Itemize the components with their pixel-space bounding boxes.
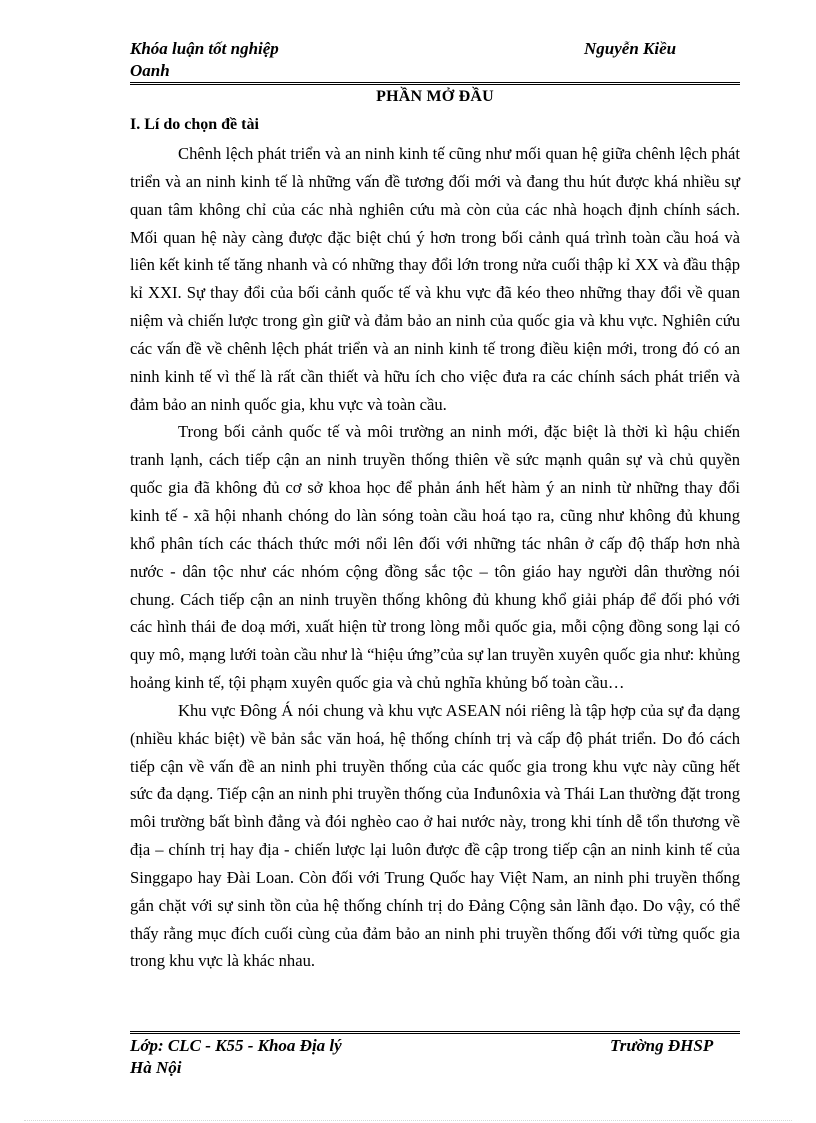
page-footer — [130, 1034, 740, 1082]
page-title: PHẦN MỞ ĐẦU — [376, 88, 494, 105]
page-header — [130, 36, 740, 82]
section-heading: I. Lí do chọn đề tài — [130, 116, 259, 133]
footer-class-label: Lớp: CLC - K55 - Khoa Địa lý — [130, 1036, 342, 1055]
footer-school-name-continued: Hà Nội — [130, 1058, 182, 1077]
header-divider — [130, 82, 740, 85]
header-thesis-label: Khóa luận tốt nghiệp — [130, 39, 279, 58]
paragraph-1: Chênh lệch phát triển và an ninh kinh tế cũng như mối quan hệ giữa chênh lệch phát triển và an ninh kinh tế là những vấn đề tương đối mới và đang thu hút được khá nhiều sự quan tâm không chỉ của các nhà nghiên cứu mà còn của các nhà hoạch định chính sách. Mối quan hệ này càng được đặc biệt chú ý hơn trong bối cảnh quá trình toàn cầu hoá và liên kết kinh tế tăng nhanh và có những thay đổi lớn trong nửa cuối thập kỉ XX và đầu thập kỉ XXI. Sự thay đổi của bối cảnh quốc tế và khu vực đã kéo theo những thay đổi về quan niệm và chiến lược trong gìn giữ và đảm bảo an ninh của quốc gia và khu vực. Nghiên cứu các vấn đề về chênh lệch phát triển và an ninh kinh tế trong điều kiện mới, trong đó có an ninh kinh tế vì thế là rất cần thiết và hữu ích cho việc đưa ra các chính sách phát triển và đảm bảo an ninh quốc gia, khu vực và toàn cầu. — [130, 144, 740, 414]
body-text — [130, 140, 740, 975]
paragraph-3: Khu vực Đông Á nói chung và khu vực ASEAN nói riêng là tập hợp của sự đa dạng (nhiều khác biệt) về bản sắc văn hoá, hệ thống chính trị và cấp độ phát triển. Do đó cách tiếp cận về vấn đề an ninh phi truyền thống của các quốc gia trong khu vực này cũng hết sức đa dạng. Tiếp cận an ninh phi truyền thống của Inđunôxia và Thái Lan thường đặt trong môi trường bất bình đẳng và đói nghèo cao ở hai nước này, trong khi tính dễ tổn thương về địa – chính trị hay địa - chiến lược lại luôn được đề cập trong tiếp cận an ninh kinh tế của Singgapo hay Đài Loan. Còn đối với Trung Quốc hay Việt Nam, an ninh phi truyền thống gắn chặt với sự sinh tồn của hệ thống chính trị do Đảng Cộng sản lãnh đạo. Do vậy, có thể thấy rằng mục đích cuối cùng của đảm bảo an ninh phi truyền thống đối với từng quốc gia trong khu vực là khác nhau. — [130, 700, 740, 971]
page-edge-guide — [24, 1120, 792, 1121]
paragraph-2: Trong bối cảnh quốc tế và môi trường an ninh mới, đặc biệt là thời kì hậu chiến tranh lạnh, cách tiếp cận an ninh truyền thống thiên về sức mạnh quân sự và chủ quyền quốc gia đã không đủ cơ sở khoa học để phản ánh hết hàm ý an ninh từ những thay đổi kinh tế - xã hội nhanh chóng do làn sóng toàn cầu hoá tạo ra, cũng như không đủ khung khổ phân tích các thách thức mới nổi lên đối với những tác nhân ở cấp độ thấp hơn nhà nước - dân tộc như các nhóm cộng đồng sắc tộc – tôn giáo hay người dân thường nói chung. Cách tiếp cận an ninh truyền thống không đủ khung khổ giải pháp để đối phó với các hình thái đe doạ mới, xuất hiện từ trong lòng mỗi quốc gia, mỗi cộng đồng song lại có quy mô, mạng lưới toàn cầu như là “hiệu ứng”của sự lan truyền xuyên quốc gia như: khủng hoảng kinh tế, tội phạm xuyên quốc gia và chủ nghĩa khủng bố toàn cầu… — [130, 422, 740, 693]
header-author-name: Nguyễn Kiều — [584, 39, 677, 58]
header-author-name-continued: Oanh — [130, 61, 170, 80]
footer-school-name: Trường ĐHSP — [610, 1036, 714, 1055]
